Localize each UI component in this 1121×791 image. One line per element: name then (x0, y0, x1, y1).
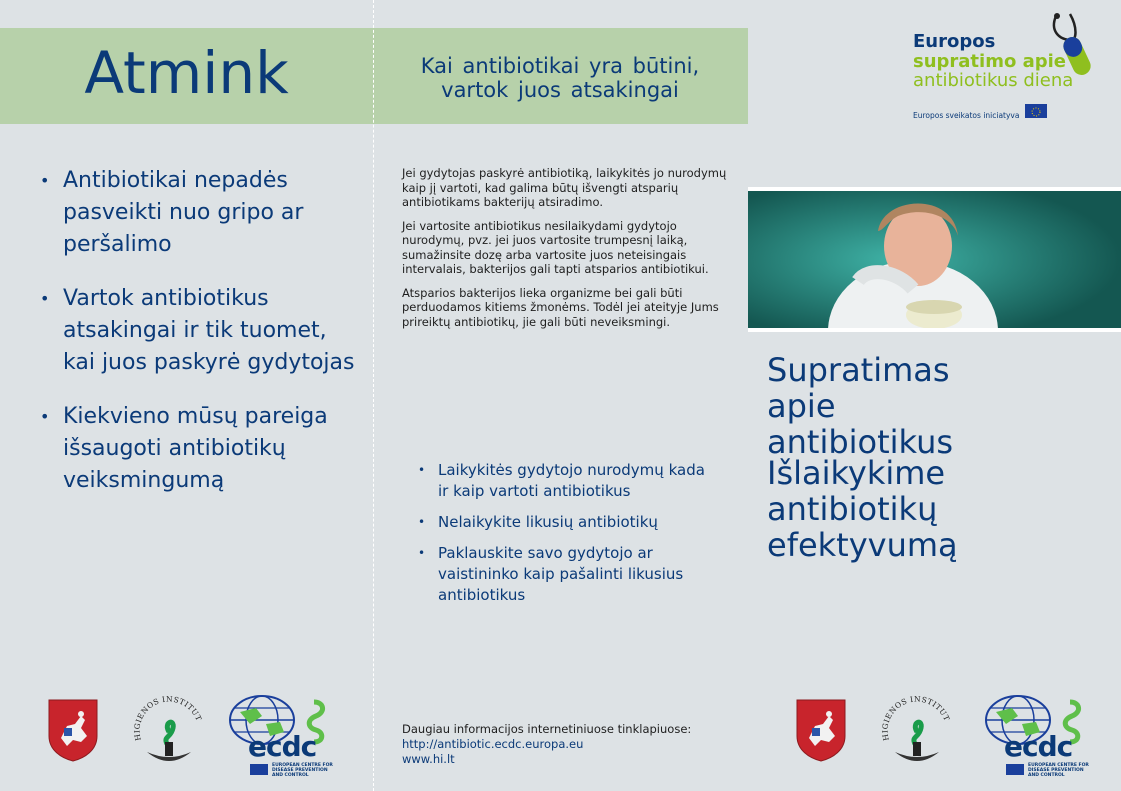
eu-flag-icon (250, 764, 268, 775)
more-info (402, 722, 691, 767)
european-antibiotic-day-logo (910, 10, 1110, 125)
paragraph: Jei gydytojas paskyrė antibiotiką, laikykitės jo nurodymų kaip jį vartoti, kad galima būtų išvengti atsparių antibiotikams bakterijų atsiradimo. (402, 166, 727, 209)
list-item: • Kiekvieno mūsų pareiga išsaugoti antibiotikų veiksmingumą (38, 401, 358, 497)
ecdc-logo (228, 694, 338, 778)
woman-drinking-photo (748, 187, 1121, 332)
body-text (402, 166, 732, 338)
page-title: Atmink (84, 39, 289, 107)
ecdc-subtitle: EUROPEAN CENTRE FOR DISEASE PREVENTION AND CONTROL (1028, 763, 1089, 778)
advice-list (416, 460, 716, 616)
hi-link[interactable]: www.hi.lt (402, 752, 455, 766)
list-item: • Vartok antibiotikus atsakingai ir tik tuomet, kai juos paskyrė gydytojas (38, 283, 358, 379)
panel-subtitle: Kai antibiotikai yra būtini, vartok juos atsakingai (420, 54, 700, 102)
paragraph: Jei vartosite antibiotikus nesilaikydami gydytojo nurodymų, pvz. jei juos vartosite trumpesnį laiką, sumažinsite dozę arba vartosite juos neteisingais intervalais, bakterijos gali tapti atsparios antibiotikui. (402, 218, 709, 276)
fold-line (373, 0, 374, 791)
lithuania-coat-of-arms-icon (795, 698, 847, 762)
paragraph: Atsparios bakterijos lieka organizme bei gali būti perduodamos kitiems žmonėms. Todėl jei ateityje Jums prireiktų antibiotikų, jie gali būti neveiksmingi. (402, 285, 719, 329)
initiative-label: Europos sveikatos iniciatyva (913, 111, 1020, 120)
svg-text:HIGIENOS INSTITUTAS: HIGIENOS INSTITUT (881, 694, 952, 742)
eu-flag-icon (1006, 764, 1024, 775)
headline-efficiency: Išlaikykime antibiotikų efektyvumą (767, 454, 958, 564)
eu-flag-icon (1025, 104, 1047, 118)
list-item: • Paklauskite savo gydytojo ar vaistininko kaip pašalinti likusius antibiotikus (416, 543, 716, 606)
hi-arc-text (881, 692, 953, 772)
headline-understanding: Supratimas apie antibiotikus (767, 351, 954, 461)
logo-line-3: antibiotikus diena (913, 70, 1074, 91)
ecdc-subtitle: EUROPEAN CENTRE FOR DISEASE PREVENTION AND CONTROL (272, 763, 333, 778)
ecdc-logo (984, 694, 1094, 778)
logo-line-1: Europos (913, 31, 996, 52)
logo-line-2: supratimo apie (913, 51, 1067, 72)
info-label: Daugiau informacijos internetiniuose tinklapiuose: (402, 722, 692, 736)
photo-illustration (748, 191, 1121, 328)
ecdc-wordmark: ecdc (1004, 730, 1073, 763)
list-item: • Laikykitės gydytojo nurodymų kada ir kaip vartoti antibiotikus (416, 460, 716, 502)
hi-arc-text (133, 692, 205, 772)
ecdc-wordmark: ecdc (248, 730, 317, 763)
higienos-institutas-logo (881, 692, 953, 772)
list-item: • Nelaikykite likusių antibiotikų (416, 512, 716, 533)
key-points-list (38, 165, 358, 519)
ecdc-link[interactable]: http://antibiotic.ecdc.europa.eu (402, 737, 584, 751)
svg-text:HIGIENOS INSTITUTAS: HIGIENOS INSTITUT (133, 694, 204, 742)
lithuania-coat-of-arms-icon (47, 698, 99, 762)
higienos-institutas-logo (133, 692, 205, 772)
list-item: • Antibiotikai nepadės pasveikti nuo gripo ar peršalimo (38, 165, 358, 261)
